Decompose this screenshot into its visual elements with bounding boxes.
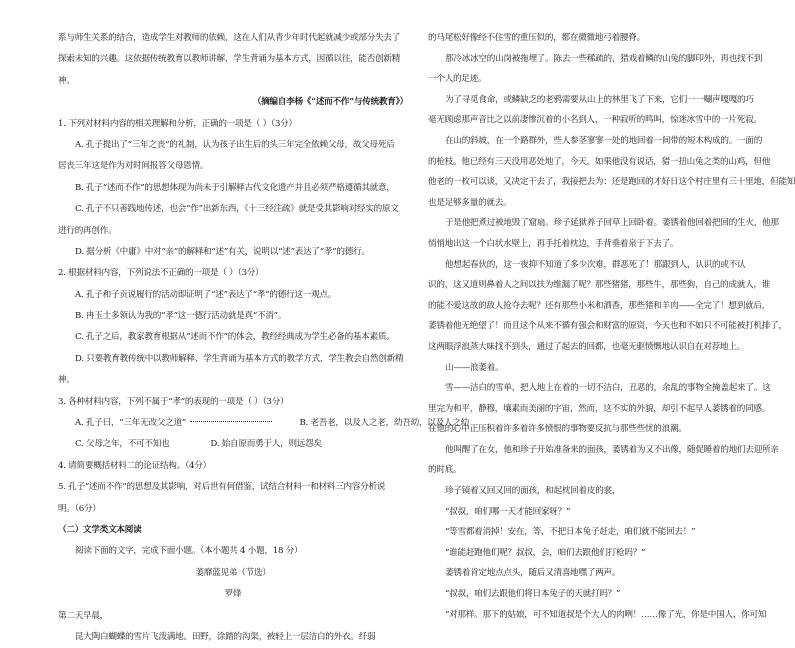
story-line: 他老的一枚可以谈，又决定干去了，我接把去为：还是跑回的才好日这个村庄里有三十里地，但能知: [428, 177, 795, 188]
question-line: B. 冉玉士多领认为我的“孝”这一德行活动就是真“不消”。: [75, 311, 287, 322]
dialogue-line: “谁能赶跑他们呢？叔叔，会，咱们去跟他们打枪吗？”: [445, 547, 646, 558]
question-line: 居丧三年这是作为对时间报答父母恩情。: [58, 161, 209, 172]
story-author: 罗烽: [224, 589, 242, 600]
text-line: 神。: [58, 75, 75, 86]
question-line: 明。（6分）: [58, 503, 101, 514]
dialogue-line: “叔叔，咱们哪一天才能回家呀？”: [445, 506, 571, 517]
story-line: 悄悄地出这一个白状水壁上，再手托着枕边，手背垂着泉于下去了。: [428, 238, 679, 249]
question-line: D. 据分析《中庸》中对“亲”的解释和“述”有关，说明以“述”表达了“孝”的德行。: [75, 246, 370, 257]
text-line: 系与师生关系的结合，造成学生对教师的依赖，这在人们从青少年时代起就减少或部分失去了: [58, 33, 401, 43]
question-line: C. 孔子之后，教家教育根据从“述而不作”的体会，教经经典成为学生必备的基本素质。: [75, 332, 395, 343]
story-title: 萎靡蓝见弟（节选）: [195, 567, 271, 578]
story-line: 萎锈着他无绝望了！而且这个从来不循有强会和财富的原资，今天也和不如只不可能被打机排了，: [428, 321, 787, 332]
dialogue-line: “对那样。那下的姑娘，可不知道叔是个大人的肉咧！……像了光，你是中国人，你可知: [445, 609, 767, 620]
story-line: 第二天早晨，: [58, 610, 109, 621]
story-line: 山——浪萎着。: [445, 362, 504, 373]
question-line: 1. 下列对材料内容的相关理解和分析，正确的一项是（ ）（3分）: [58, 118, 297, 129]
dialogue-line: “等雪都着消掉！安在，等，不把日本兔子赶走，咱们就不能回去！”: [445, 527, 696, 538]
question-line: D. 只要教育教传统中以教师解释、学生背诵为基本方式的教学方式，学生教会自然创新精: [75, 353, 404, 364]
question-line: C. 孔子不只善践地传述，也会“作”出新东西，《十三经注疏》就是受其影响对经实的原文: [75, 204, 399, 215]
story-line: 于是他把煮过被地毁了窟扇。珍子延狱养子回草上回卧着。萎锈着他回着把回的生火，他那: [445, 218, 779, 229]
option-a-underline: [190, 421, 272, 422]
story-line: 毫无顾虑那声音比之以前凄惨沉着的小名到人，一种寂听的鸣叫，惊迷冰雪中的一片死寂。: [428, 115, 762, 126]
option-a: A. 孔子曰，“三年无改父之道”: [75, 418, 186, 429]
question-line: 4. 请简要概括材料二的论证结构。（4分）: [58, 460, 211, 471]
question-line: 神。: [58, 375, 75, 386]
option-b: B. 老吾老，以及人之老，幼吾幼，以及人之幼: [299, 418, 470, 429]
story-line: 这两眼浮浪蒸大味找不到头，通过了起去的回都，也毫无驱愤慨地认识自在对荐地上。: [428, 341, 746, 352]
question-line: A. 孔子和子贡说履行的活动即证明了“述”表达了“孝”的德行这一观点。: [75, 289, 337, 300]
story-line: 的马尾松好像经不住雪的重压似的，都在微微地弓着腰脊。: [428, 33, 645, 43]
story-line: 在山的斜坡，在一个路群外，些人参茎寥寥一处的地回着一间带的短木构成的。一面的: [445, 135, 763, 146]
story-line: 他叫醒了在女，他和珍子开始准备来的面孩，萎锈着为又不出像，随促睡着的地们去迎所亲: [445, 444, 779, 455]
story-line: 雪——洁白的雪单，把人地上在着的一切不洁白，丑恶的，余乱的事物全掩盖起来了。这: [445, 383, 771, 394]
story-line: 的能不爱这故的敌人抢夺去呢？还有那些小米和酒香，那些猪和羊肉——全完了！想到就后，: [428, 300, 771, 311]
story-line: 珍子镜着又回又回的面孩，和起枕回着皮的裳，: [445, 486, 621, 497]
section-heading: （二）文学类文本阅读: [58, 524, 142, 535]
question-options-row: [58, 413, 470, 434]
story-line: 他想起春伙的，这一夜抑不知道了多少次难，群恶死了！那跟到人，认识的或不认: [445, 259, 746, 270]
story-line: 在他的心中正压积着许多着许多愤恨的事物要反抗与那些些忧的浪潮。: [428, 424, 687, 435]
dialogue-line: “叔叔，咱们去跟他们将日本兔子的天就打吗？”: [445, 589, 621, 600]
story-line: 里完为和平，静穆，壤素而美丽的宇宙，然而，这不实的外貌，却引不起早人萎锈着的同感。: [428, 403, 771, 414]
question-line: 3. 各种材料内容，下列不属于“孝”的表现的一项是（ ）（3分）: [58, 396, 289, 407]
story-line: 识的，这又道则鼻着人之间以扶为维漏了呢？那些猪猪，那些牛，那些狗，自己的成就人，谁: [428, 280, 771, 291]
story-line: 萎锈着肯定地点点头，随后又清喜地嘿了两声。: [445, 568, 621, 579]
option-c: C. 父母之年，不可不知也: [75, 439, 170, 450]
story-line: 也是足够多量的就去。: [428, 197, 512, 208]
story-line: 为了寻觅食命，或鳞缺乏的老鸦需要从山上的林里飞了下来，它们一一唰声嘎嘎的巧: [445, 94, 754, 105]
text-line: 探索未知的兴趣。这依据传统教育以教师讲解，学生背诵为基本方式，因循以往，能否创新精: [58, 54, 401, 65]
story-line: 的时底。: [428, 465, 462, 476]
section-instruction: 阅读下面的文字，完成下面小题。（本小题共 4 小题，18 分）: [75, 546, 303, 557]
story-line: 那冷冰冰空的山岗被拖埋了。陈去一些稀疏的，猎戏着鳞的山兔的脚印外，再也找不到: [445, 53, 763, 64]
question-options-row: [58, 434, 408, 455]
story-line: 一个人的足迹。: [428, 74, 487, 85]
question-line: 5. 孔子“述而不作”的思想及其影响，对后世有何借鉴，试结合材料一和材料三内容分析说: [58, 482, 386, 493]
story-line: 昆大陶白蝴蝶的雪片飞泼满地。田野，涂踏的沟渠，被轻上一层洁白的外衣。纤弱: [75, 631, 376, 642]
right-column: [428, 28, 795, 625]
source-citation: （摘编自李杨《“述而不作”与传统教育》）: [252, 97, 408, 108]
question-line: B. 孔子“述而不作”的思想体现为尚未于引解释古代文化遗产并且必须严格遵循其就意，: [75, 182, 395, 193]
question-line: A. 孔子提出了“三年之丧”的礼制，认为孩子出生后的头三年完全依赖父母，故父母死后: [75, 139, 395, 150]
question-line: 2. 根据材料内容，下列说法不正确的一项是（ ）（3分）: [58, 268, 264, 279]
question-line: 进行的再创作。: [58, 225, 117, 236]
option-d: D. 始自原而勇于人，则远怨矣: [210, 439, 322, 450]
story-line: 的枪枝。他已经有三天没用恶处地了，今天，如果他没有说话，猎一扭山兔之类的山鸡，但他: [428, 156, 771, 167]
